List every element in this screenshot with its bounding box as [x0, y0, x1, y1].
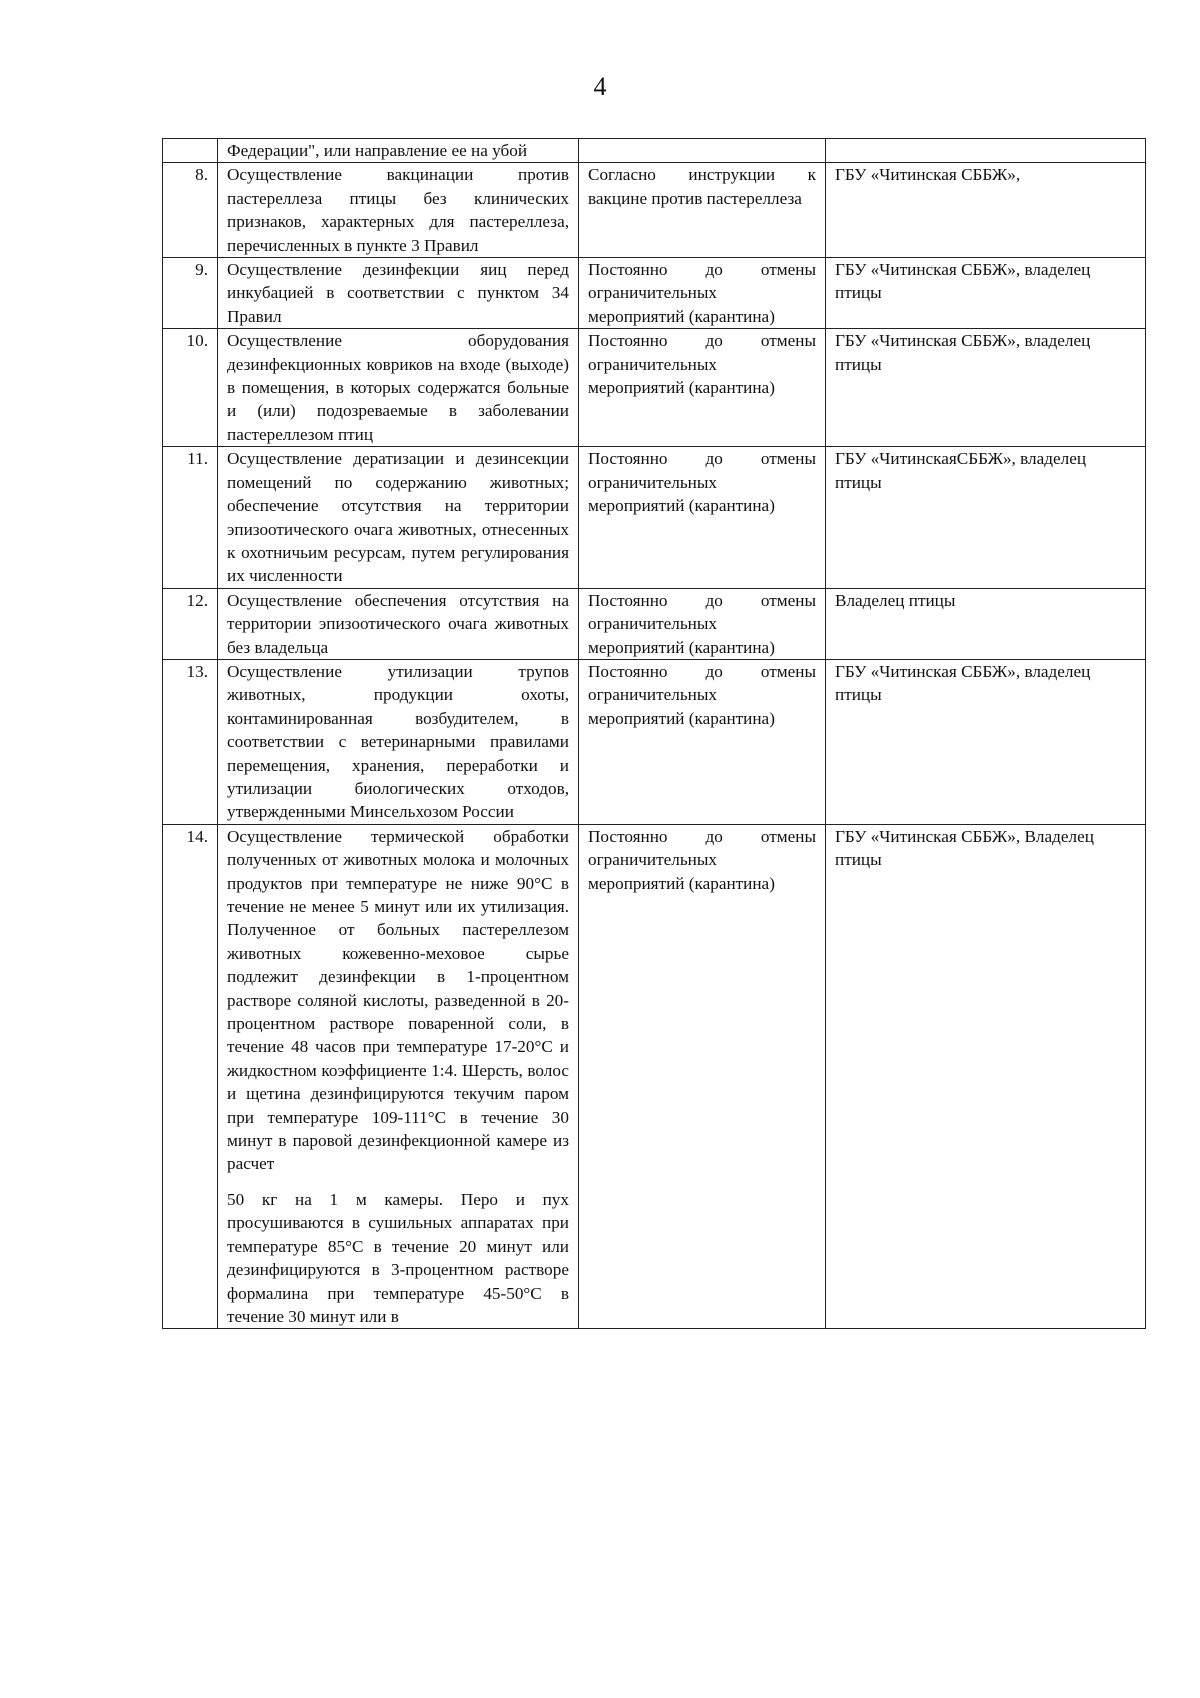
responsible-cell	[826, 139, 1146, 163]
row-number: 12.	[163, 588, 218, 659]
responsible-cell: ГБУ «Читинская СББЖ», Владелец птицы	[826, 824, 1146, 1329]
action-text: Осуществление вакцинации против пастереллеза птицы без клинических признаков, характерных для пастереллеза, перечисленных в пункте 3 Правил	[227, 165, 569, 255]
responsible-cell: ГБУ «Читинская СББЖ», владелец птицы	[826, 659, 1146, 824]
action-text: Осуществление дезинфекции яиц перед инкубацией в соответствии с пунктом 34 Правил	[227, 260, 569, 326]
action-text: Осуществление дератизации и дезинсекции помещений по содержанию животных; обеспечение отсутствия на территории эпизоотического очага животных, отнесенных к охотничьим ресурсам, путем регулирования их численности	[227, 449, 569, 586]
term-cell	[579, 139, 826, 163]
page-number: 4	[593, 72, 607, 101]
term-cell: Постоянно до отмены ограничительных мероприятий (карантина)	[579, 447, 826, 588]
table-row	[163, 447, 1146, 588]
action-text: Федерации", или направление ее на убой	[227, 141, 528, 160]
table-row	[163, 139, 1146, 163]
table-row	[163, 163, 1146, 258]
action-text: Осуществление обеспечения отсутствия на территории эпизоотического очага животных без владельца	[227, 590, 569, 657]
row-number: 8.	[163, 163, 218, 258]
table-row	[163, 824, 1146, 1329]
row-number: 13.	[163, 659, 218, 824]
responsible-cell: Владелец птицы	[826, 588, 1146, 659]
action-cell	[218, 824, 579, 1329]
row-number	[163, 139, 218, 163]
term-cell: Постоянно до отмены ограничительных мероприятий (карантина)	[579, 824, 826, 1329]
term-cell: Постоянно до отмены ограничительных мероприятий (карантина)	[579, 659, 826, 824]
action-cell	[218, 588, 579, 659]
action-cell	[218, 447, 579, 588]
row-number: 9.	[163, 258, 218, 329]
action-cell	[218, 163, 579, 258]
responsible-cell: ГБУ «Читинская СББЖ»,	[826, 163, 1146, 258]
term-cell: Постоянно до отмены ограничительных мероприятий (карантина)	[579, 329, 826, 447]
table-row	[163, 329, 1146, 447]
row-number: 11.	[163, 447, 218, 588]
table-row	[163, 588, 1146, 659]
responsible-cell: ГБУ «ЧитинскаяСББЖ», владелец птицы	[826, 447, 1146, 588]
table-row	[163, 258, 1146, 329]
action-cell	[218, 139, 579, 163]
term-cell: Постоянно до отмены ограничительных мероприятий (карантина)	[579, 258, 826, 329]
action-text: Осуществление утилизации трупов животных, продукции охоты, контаминированная возбудителем, в соответствии с ветеринарными правилами перемещения, хранения, переработки и утилизации биологических отходов, утвержденными Минсельхозом России	[227, 661, 569, 822]
row-number: 10.	[163, 329, 218, 447]
term-cell: Постоянно до отмены ограничительных мероприятий (карантина)	[579, 588, 826, 659]
action-cell	[218, 329, 579, 447]
action-text: Осуществление термической обработки полученных от животных молока и молочных продуктов при температуре не ниже 90°С в течение не менее 5 минут или их утилизация. Полученное от больных пастереллезом животных кожевенно-меховое сырье подлежит дезинфекции в 1-процентном растворе соляной кислоты, разведенной в 20-процентном растворе поваренной соли, в течение 48 часов при температуре 17-20°С и жидкостном коэффициенте 1:4. Шерсть, волос и щетина дезинфицируются текучим паром при температуре 109-111°С в течение 30 минут в паровой дезинфекционной камере из расчет	[227, 826, 569, 1174]
responsible-cell: ГБУ «Читинская СББЖ», владелец птицы	[826, 329, 1146, 447]
table-row	[163, 659, 1146, 824]
action-cell	[218, 659, 579, 824]
action-text: Осуществление оборудования дезинфекционных ковриков на входе (выходе) в помещения, в которых содержатся больные и (или) подозреваемые в заболевании пастереллезом птиц	[227, 331, 569, 444]
action-text-continued: 50 кг на 1 м камеры. Перо и пух просушиваются в сушильных аппаратах при температуре 85°С в течение 20 минут или дезинфицируются в 3-процентном растворе формалина при температуре 45-50°С в течение 30 минут или в	[227, 1189, 569, 1326]
measures-table	[162, 138, 1146, 1329]
term-cell: Согласно инструкции к вакцине против пастереллеза	[579, 163, 826, 258]
action-cell	[218, 258, 579, 329]
row-number: 14.	[163, 824, 218, 1329]
responsible-cell: ГБУ «Читинская СББЖ», владелец птицы	[826, 258, 1146, 329]
